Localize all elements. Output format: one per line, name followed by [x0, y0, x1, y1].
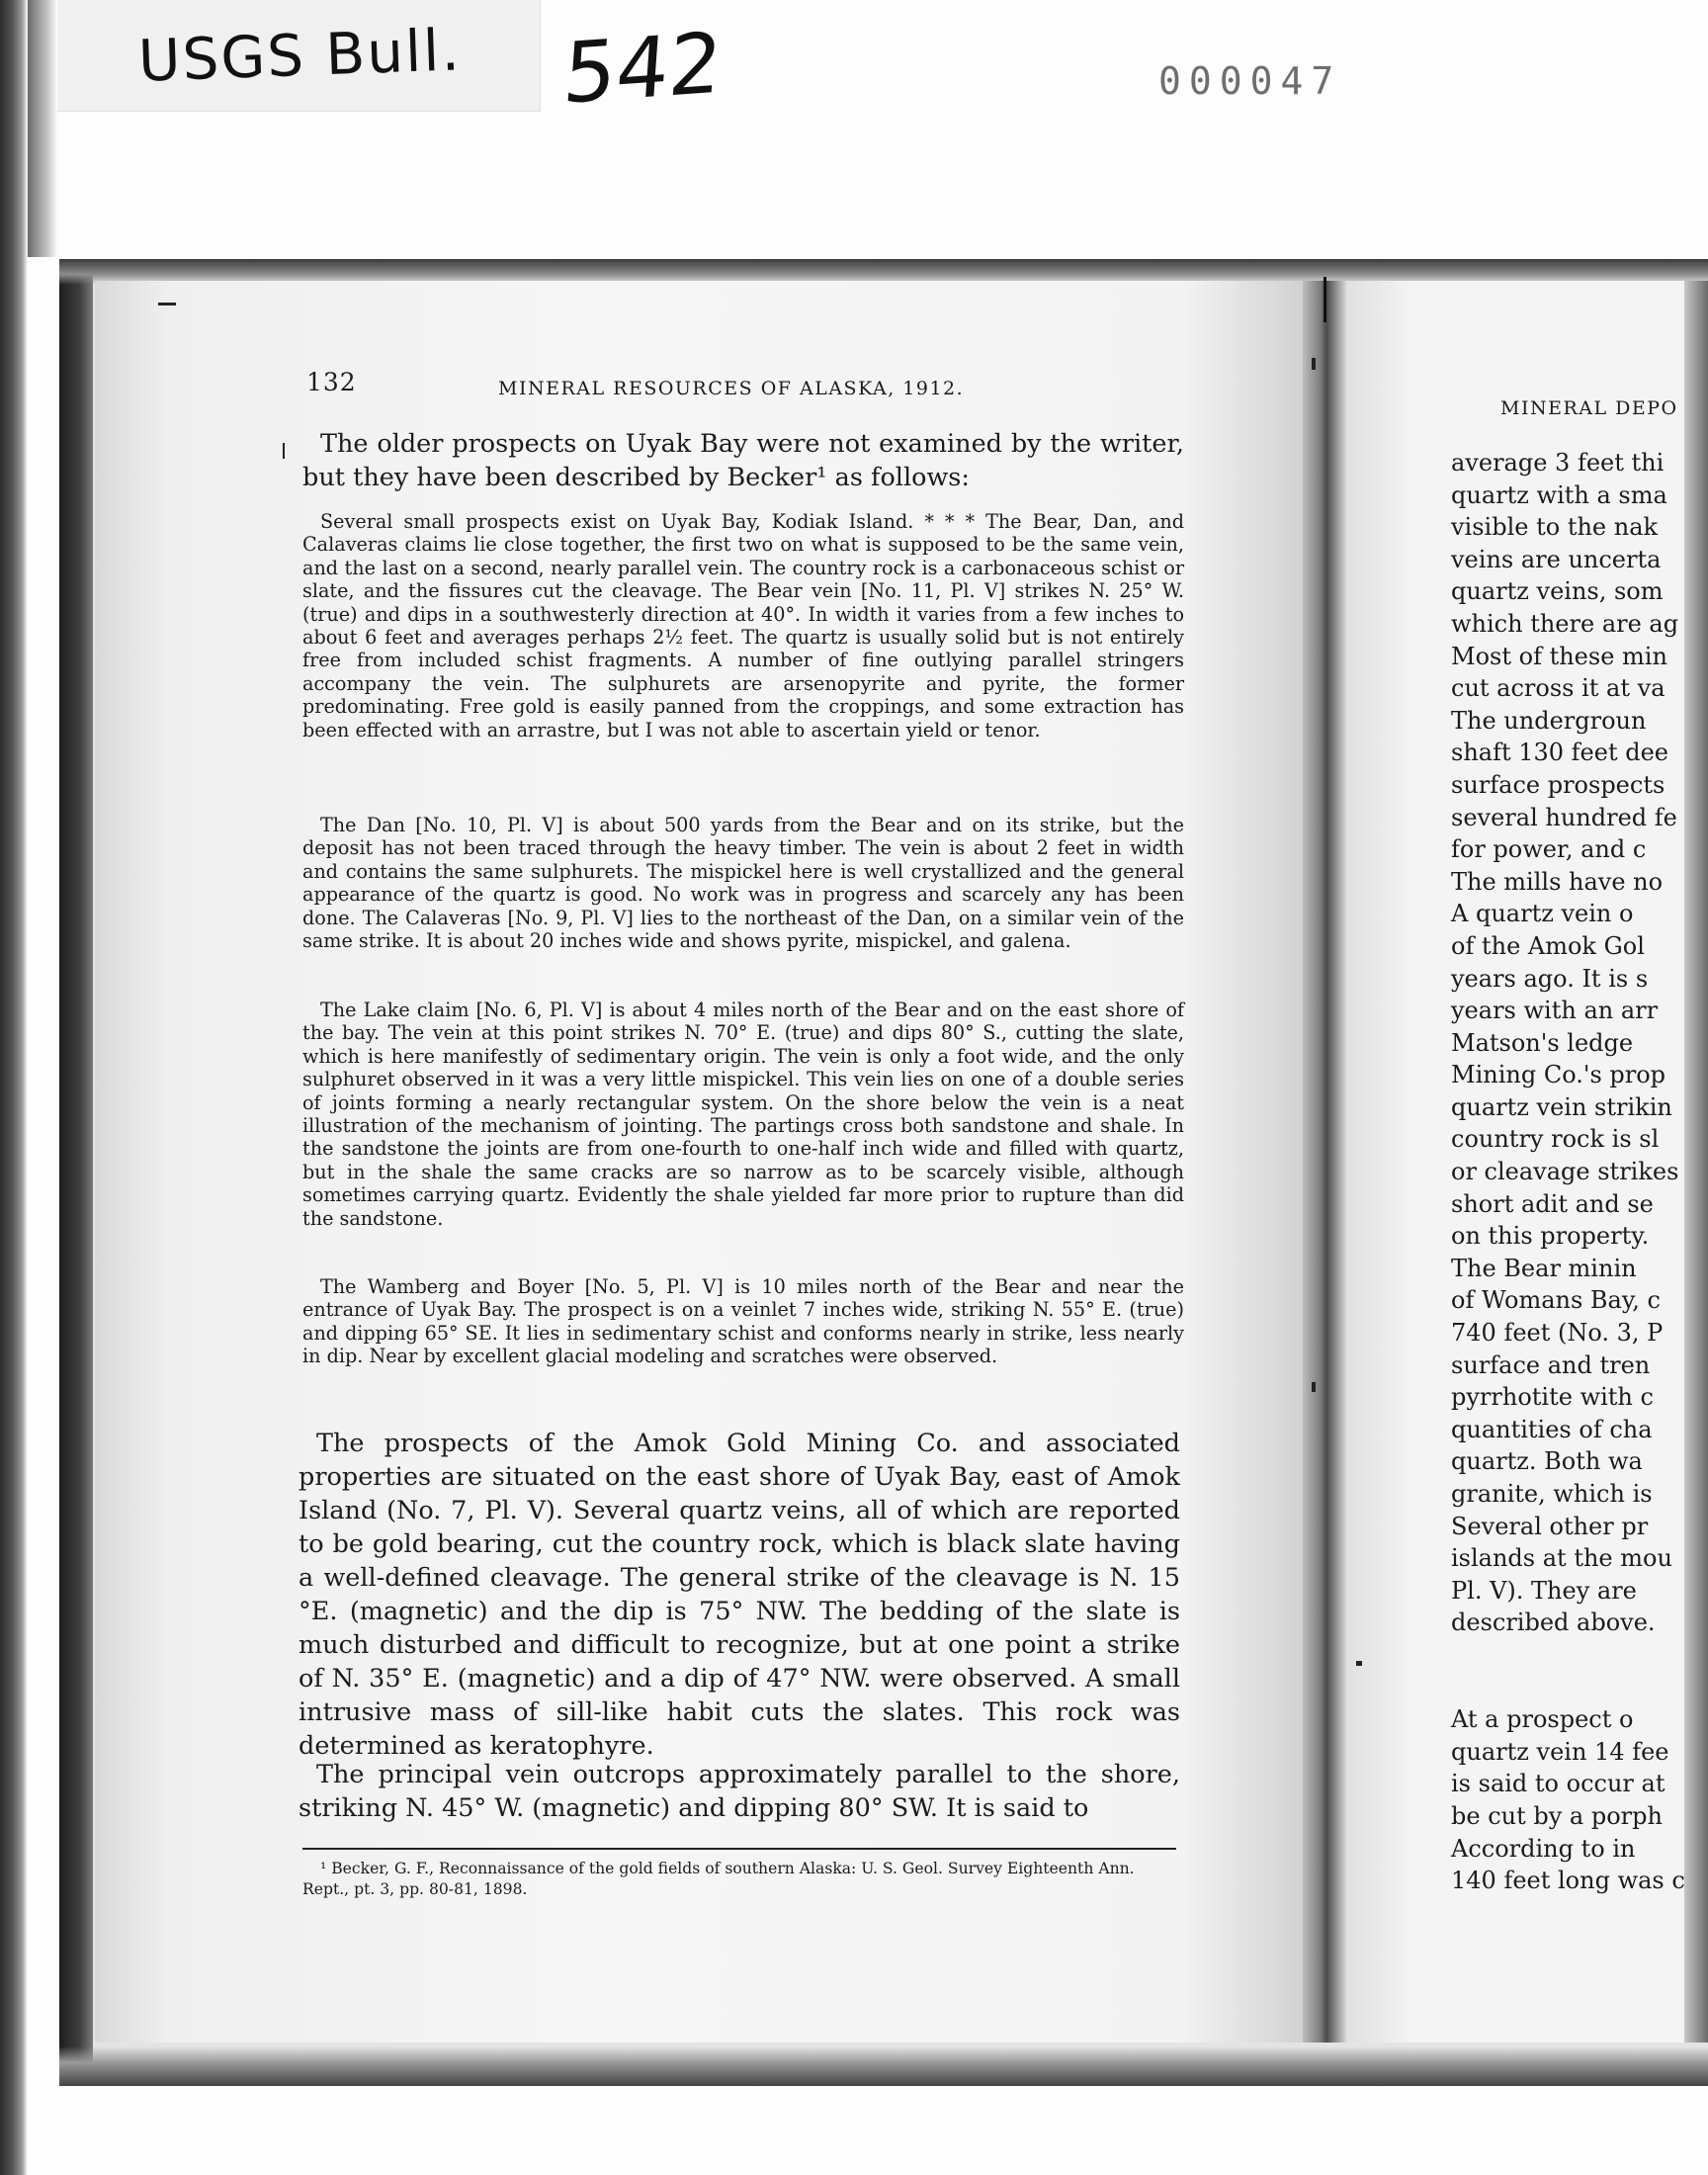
- right-page-line: or cleavage strikes: [1451, 1158, 1679, 1186]
- right-page-line: Most of these min: [1451, 642, 1667, 670]
- right-page-line: be cut by a porph: [1451, 1801, 1663, 1830]
- right-page-line: country rock is sl: [1451, 1125, 1660, 1154]
- running-head: MINERAL RESOURCES OF ALASKA, 1912.: [498, 378, 965, 399]
- right-page-line: The mills have no: [1451, 867, 1664, 896]
- right-page-line: several hundred fe: [1451, 803, 1677, 831]
- right-page-line: shaft 130 feet dee: [1451, 739, 1669, 767]
- book-gutter: [1303, 281, 1346, 2043]
- book-bottom-shadow: [59, 2046, 1708, 2086]
- right-page-line: 740 feet (No. 3, P: [1451, 1319, 1664, 1348]
- right-page-line: of the Amok Gol: [1451, 931, 1645, 960]
- scan-binding-shadow: [28, 0, 57, 257]
- scan-speck: [1356, 1661, 1362, 1666]
- gutter-mark: [1324, 277, 1326, 322]
- right-page-line: cut across it at va: [1451, 674, 1665, 703]
- right-page-line: surface prospects: [1451, 770, 1665, 799]
- right-page-text: [1451, 447, 1685, 1897]
- right-page-line: short adit and se: [1451, 1189, 1654, 1218]
- right-page-line: described above.: [1451, 1609, 1656, 1637]
- stamp-number: 000047: [1158, 59, 1342, 103]
- footnote-rule: [302, 1848, 1176, 1850]
- right-page-line: which there are ag: [1451, 609, 1679, 638]
- body-paragraph: The prospects of the Amok Gold Mining Co. and associated properties are situated on the east shore of Uyak Bay, east of Amok Island (No. 7, Pl. V). Several quartz veins, all of which are reported to be gold bearing, cut the country rock, which is black slate having a well-defined cleavage. The general strike of the cleavage is N. 15 °E. (magnetic) and the dip is 75° NW. The bedding of the slate is much disturbed and difficult to recognize, but at one point a strike of N. 35° E. (magnetic) and a dip of 47° NW. were observed. A small intrusive mass of sill-like habit cuts the slates. This rock was determined as keratophyre.: [299, 1429, 1180, 1761]
- right-page-line: quartz vein 14 fee: [1451, 1737, 1669, 1766]
- right-page-line: average 3 feet thi: [1451, 449, 1665, 477]
- right-page-line: veins are uncerta: [1451, 545, 1662, 573]
- quote-paragraph: The Dan [No. 10, Pl. V] is about 500 yards from the Bear and on its strike, but the deposit has not been traced through the heavy timber. The vein is about 2 feet in width and contains the same sulphurets. The mispickel here is well crystallized and the general appearance of the quartz is good. No work was in progress and scarcely any has been done. The Calaveras [No. 9, Pl. V] lies to the northeast of the Dan, on a similar vein of the same strike. It is about 20 inches wide and shows pyrite, mispickel, and galena.: [302, 814, 1184, 953]
- right-page-line: At a prospect o: [1451, 1705, 1634, 1734]
- right-page-line: A quartz vein o: [1451, 900, 1634, 928]
- right-page-line: pyrrhotite with c: [1451, 1383, 1654, 1412]
- intro-paragraph: The older prospects on Uyak Bay were not examined by the writer, but they have been described by Becker¹ as follows:: [302, 429, 1184, 492]
- quote-paragraph: Several small prospects exist on Uyak Bay, Kodiak Island. * * * The Bear, Dan, and Calaveras claims lie close together, the first two on what is supposed to be the same vein, and the last on a second, nearly parallel vein. The country rock is a carbonaceous schist or slate, and the fissures cut the cleavage. The Bear vein [No. 11, Pl. V] strikes N. 25° W. (true) and dips in a southwesterly direction at 40°. In width it varies from a few inches to about 6 feet and averages perhaps 2½ feet. The quartz is usually solid but is not entirely free from included schist fragments. A number of fine outlying parallel stringers accompany the vein. The sulphurets are arsenopyrite and pyrite, the former predominating. Free gold is easily panned from the croppings, and some extraction has been effected with an arrastre, but I was not able to ascertain yield or tenor.: [302, 510, 1184, 741]
- book-outer-edge: [59, 259, 93, 2086]
- right-page-line: quartz with a sma: [1451, 480, 1667, 509]
- right-page-line: Pl. V). They are: [1451, 1576, 1637, 1605]
- handwritten-number: 542: [559, 14, 726, 123]
- quote-paragraph: The Wamberg and Boyer [No. 5, Pl. V] is 10 miles north of the Bear and near the entrance of Uyak Bay. The prospect is on a veinlet 7 inches wide, striking N. 55° E. (true) and dipping 65° SE. It lies in sedimentary schist and conforms nearly in strike, less nearly in dip. Near by excellent glacial modeling and scratches were observed.: [302, 1275, 1184, 1368]
- right-page-line: granite, which is: [1451, 1480, 1653, 1508]
- right-page-line: of Womans Bay, c: [1451, 1286, 1661, 1315]
- right-page-line: quartz veins, som: [1451, 577, 1664, 606]
- right-page-line: The undergroun: [1451, 706, 1647, 735]
- body-paragraph: The principal vein outcrops approximately parallel to the shore, striking N. 45° W. (magnetic) and dipping 80° SW. It is said to: [299, 1760, 1180, 1823]
- right-page-line: Mining Co.'s prop: [1451, 1061, 1666, 1089]
- right-page-line: islands at the mou: [1451, 1544, 1672, 1573]
- scan-speck: [158, 303, 176, 305]
- footnote: ¹ Becker, G. F., Reconnaissance of the gold fields of southern Alaska: U. S. Geol. Survey Eighteenth Ann. Rept., pt. 3, pp. 80-81, 1898.: [302, 1860, 1135, 1898]
- right-page-line: years ago. It is s: [1451, 964, 1649, 993]
- right-page-line: visible to the nak: [1451, 513, 1659, 542]
- right-page-line: quartz vein strikin: [1451, 1092, 1672, 1121]
- right-page-line: [1451, 1672, 1685, 1704]
- page-number: 132: [306, 368, 357, 396]
- scan-speck: [283, 443, 285, 459]
- right-running-head: MINERAL DEPO: [1500, 397, 1678, 419]
- scan-speck: [1312, 1382, 1316, 1392]
- handwritten-note: USGS Bull.: [136, 16, 463, 95]
- right-page-line: quantities of cha: [1451, 1415, 1653, 1443]
- right-page-line: years with an arr: [1451, 997, 1659, 1025]
- right-page-line: for power, and c: [1451, 835, 1647, 864]
- right-page-line: is said to occur at: [1451, 1770, 1665, 1798]
- right-page-line: on this property.: [1451, 1222, 1650, 1251]
- right-page-edge: [1684, 281, 1708, 2043]
- scan-edge-shadow: [0, 0, 28, 2175]
- right-page-line: [1451, 1639, 1685, 1672]
- quote-paragraph: The Lake claim [No. 6, Pl. V] is about 4 miles north of the Bear and on the east shore of the bay. The vein at this point strikes N. 70° E. (true) and dips 80° S., cutting the slate, which is here manifestly of sedimentary origin. The vein is only a foot wide, and the only sulphuret observed in it was a very little mispickel. This vein lies on one of a double series of joints forming a nearly rectangular system. On the shore below the vein is a neat illustration of the mechanism of jointing. The partings cross both sandstone and shale. In the sandstone the joints are from one-fourth to one-half inch wide and filled with quartz, but in the shale the same cracks are so narrow as to be scarcely visible, although sometimes carrying quartz. Evidently the shale yielded far more prior to rupture than did the sandstone.: [302, 999, 1184, 1230]
- right-page-line: The Bear minin: [1451, 1254, 1637, 1282]
- right-page-line: Matson's ledge: [1451, 1028, 1634, 1057]
- right-page-line: Several other pr: [1451, 1512, 1649, 1540]
- right-page-line: According to in: [1451, 1834, 1636, 1863]
- scan-speck: [1312, 358, 1316, 370]
- right-page-line: 140 feet long was c: [1451, 1867, 1685, 1895]
- right-page-line: quartz. Both wa: [1451, 1447, 1643, 1476]
- right-page-line: surface and tren: [1451, 1350, 1651, 1379]
